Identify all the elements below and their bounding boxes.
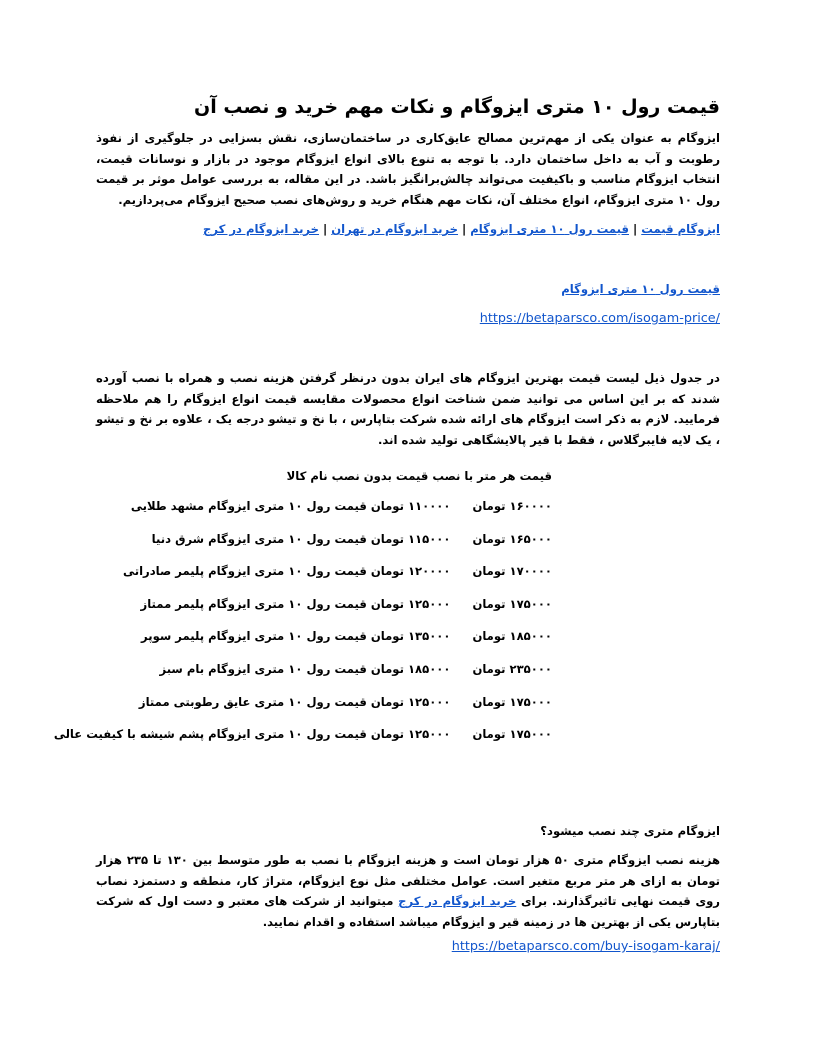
product-name: قیمت رول ۱۰ متری ایزوگام پشم شیشه با کیفیت عالی [53,727,367,742]
intro-paragraph: ایزوگام به عنوان یکی از مهم‌ترین مصالح عایق‌کاری در ساختمان‌سازی، نقش بسزایی در جلوگیری از نفوذ رطوبت و آب به داخل ساختمان دارد. با توجه به تنوع بالای انواع ایزوگام موجود در بازار و نوسانات قیمت، انتخاب ایزوگام مناسب و باکیفیت می‌تواند چالش‌برانگیز باشد. در این مقاله، به بررسی عوامل موثر بر قیمت رول ۱۰ متری ایزوگام، انواع مختلف آن، نکات مهم هنگام خرید و روش‌های نصب صحیح ایزوگام می‌پردازیم. [96,131,720,207]
answer-link-buy-karaj[interactable]: خرید ایزوگام در کرج [398,894,517,908]
price-with-install: ۱۸۵۰۰۰ تومان [472,629,552,644]
price-with-install: ۱۷۰۰۰۰ تومان [472,564,552,579]
footer-url-link[interactable]: https://betaparsco.com/buy-isogam-karaj/ [451,939,720,954]
product-name: قیمت رول ۱۰ متری ایزوگام پلیمر سوپر [141,629,367,644]
link-separator: | [323,222,328,236]
table-row [92,658,552,691]
answer-text: هزینه نصب ایزوگام متری ۵۰ هزار تومان است و هزینه ایزوگام با نصب به طور متوسط بین ۱۳۰ تا ۲۳۵ هزار تومان به ازای هر متر مربع متغیر است. عوامل مختلفی مثل نوع ایزوگام، متراژ کار، منطقه و دستمزد نصاب روی قیمت نهایی تاثیرگذارند. برای [96,853,720,908]
link-buy-karaj[interactable]: خرید ایزوگام در کرج [203,222,319,236]
price-with-install: ۱۶۵۰۰۰ تومان [472,531,552,546]
table-row [92,593,552,626]
product-name: قیمت رول ۱۰ متری ایزوگام پلیمر صادراتی [123,564,367,579]
price-without-install: ۱۱۰۰۰۰ تومان [370,499,451,513]
link-roll-price[interactable]: قیمت رول ۱۰ متری ایزوگام [470,222,629,236]
link-separator: | [462,222,467,236]
faq-question: ایزوگام متری چند نصب میشود؟ [540,824,720,838]
section-url-link[interactable]: https://betaparsco.com/isogam-price/ [479,311,720,326]
product-name: قیمت رول ۱۰ متری ایزوگام شرق دنیا [151,531,367,546]
table-row [92,560,552,593]
link-separator: | [633,222,638,236]
price-with-install: ۲۳۵۰۰۰ تومان [472,661,552,676]
link-buy-tehran[interactable]: خرید ایزوگام در تهران [331,222,459,236]
link-bar [203,218,720,240]
table-row [92,691,552,724]
price-without-install: ۱۲۵۰۰۰ تومان [370,694,451,709]
price-with-install: ۱۶۰۰۰۰ تومان [472,499,552,513]
table-intro-paragraph: در جدول ذیل لیست قیمت بهترین ایزوگام های ایران بدون درنظر گرفتن هزینه نصب و همراه با نصب آورده شدند که بر این اساس می توانید ضمن شناخت انواع محصولات مقایسه قیمت انواع ایزوگام را هم ملاحظه فرمایید. لازم به ذکر است ایزوگام های ارائه شده شرکت بتاپارس ، با نخ و تیشو درجه یک ، علاوه بر نخ و تیشو ، یک لایه فایبرگلاس ، فقط با قیر پالایشگاهی تولید شده اند. [96,371,720,447]
price-without-install: ۱۸۵۰۰۰ تومان [370,661,451,676]
answer-text-continued: میتوانید از شرکت های معتبر و دست اول که شرکت بتاپارس یکی از بهترین ها در زمینه قیر و ایزوگام میباشد استفاده و اقدام نمایید. [96,894,720,929]
price-without-install: ۱۲۵۰۰۰ تومان [370,727,451,742]
product-name: قیمت رول ۱۰ متری عایق رطوبتی ممتاز [138,694,367,709]
product-name: قیمت رول ۱۰ متری ایزوگام مشهد طلایی [130,499,367,513]
price-without-install: ۱۳۵۰۰۰ تومان [370,629,451,644]
link-isogam-price[interactable]: ایزوگام قیمت [641,222,720,236]
table-header: قیمت هر متر با نصب قیمت بدون نصب نام کالا [286,469,552,483]
product-name: قیمت رول ۱۰ متری ایزوگام بام سبز [159,661,367,676]
price-with-install: ۱۷۵۰۰۰ تومان [472,596,552,611]
table-row [92,625,552,658]
table-row [92,528,552,561]
table-row [53,723,552,756]
page-title: قیمت رول ۱۰ متری ایزوگام و نکات مهم خرید و نصب آن [194,96,720,118]
price-without-install: ۱۲۰۰۰۰ تومان [370,564,451,579]
price-without-install: ۱۱۵۰۰۰ تومان [370,531,451,546]
faq-answer [96,850,720,932]
price-with-install: ۱۷۵۰۰۰ تومان [472,694,552,709]
table-row [92,495,552,528]
section-link[interactable]: قیمت رول ۱۰ متری ایزوگام [561,282,720,296]
document-page [53,0,720,1056]
price-table [53,465,552,756]
price-with-install: ۱۷۵۰۰۰ تومان [472,727,552,742]
product-name: قیمت رول ۱۰ متری ایزوگام پلیمر ممتاز [140,596,367,611]
price-without-install: ۱۲۵۰۰۰ تومان [370,596,451,611]
